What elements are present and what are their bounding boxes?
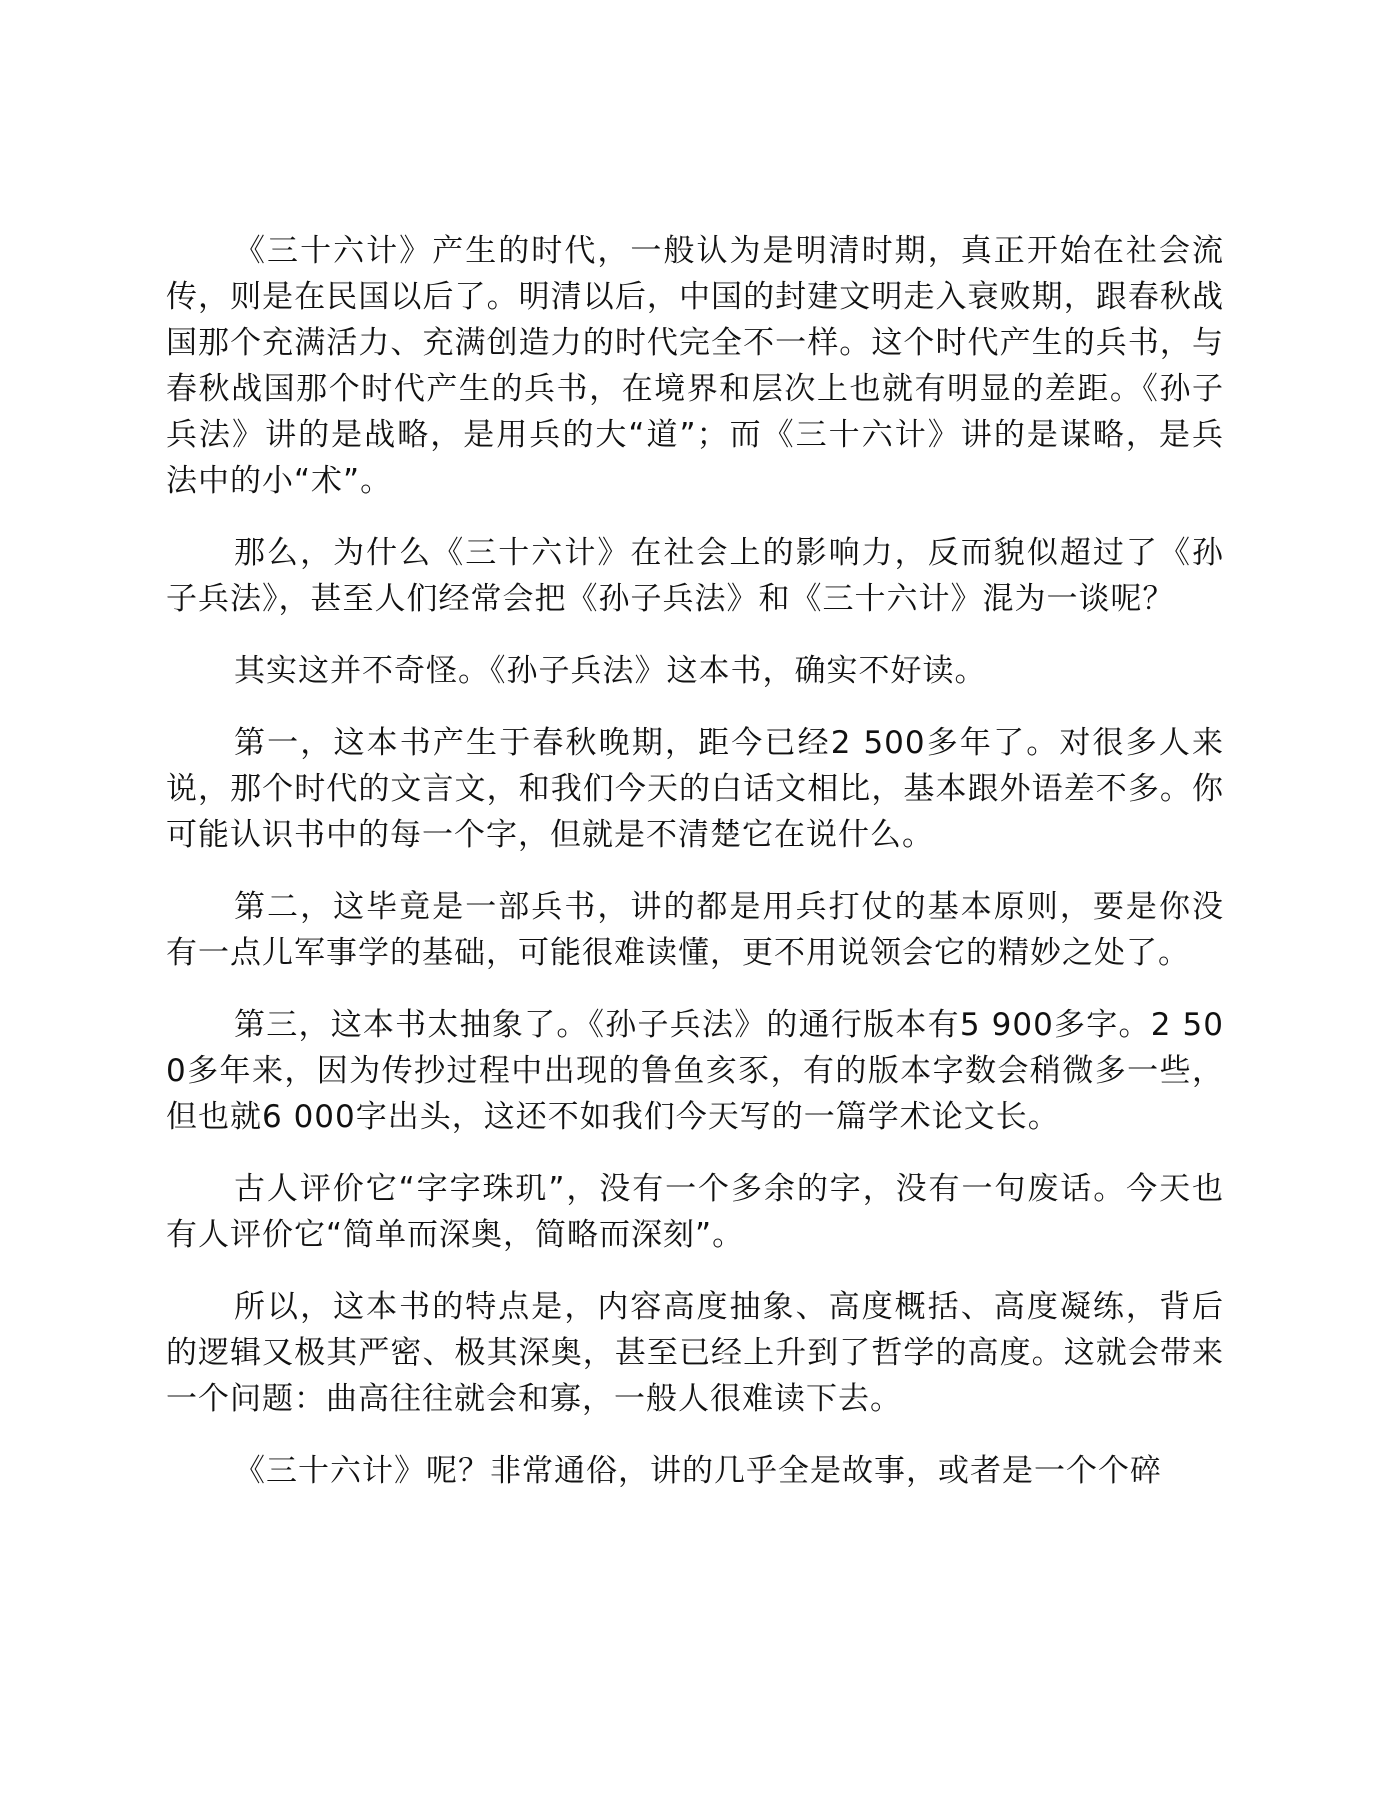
paragraph: 古人评价它“字字珠玑”，没有一个多余的字，没有一句废话。今天也有人评价它“简单而深奥，简略而深刻”。 (166, 1171, 1224, 1253)
body-text (166, 228, 1224, 1520)
paragraph: 其实这并不奇怪。《孙子兵法》这本书，确实不好读。 (234, 653, 987, 689)
paragraph: 第二，这毕竟是一部兵书，讲的都是用兵打仗的基本原则，要是你没有一点儿军事学的基础，可能很难读懂，更不用说领会它的精妙之处了。 (166, 889, 1224, 971)
paragraph: 所以，这本书的特点是，内容高度抽象、高度概括、高度凝练，背后的逻辑又极其严密、极其深奥，甚至已经上升到了哲学的高度。这就会带来一个问题：曲高往往就会和寡，一般人很难读下去。 (166, 1289, 1224, 1417)
paragraph: 那么，为什么《三十六计》在社会上的影响力，反而貌似超过了《孙子兵法》，甚至人们经常会把《孙子兵法》和《三十六计》混为一谈呢？ (166, 535, 1224, 617)
paragraph: 《三十六计》呢？非常通俗，讲的几乎全是故事，或者是一个个碎 (234, 1453, 1162, 1489)
paragraph: 《三十六计》产生的时代，一般认为是明清时期，真正开始在社会流传，则是在民国以后了。明清以后，中国的封建文明走入衰败期，跟春秋战国那个充满活力、充满创造力的时代完全不一样。这个时代产生的兵书，与春秋战国那个时代产生的兵书，在境界和层次上也就有明显的差距。《孙子兵法》讲的是战略，是用兵的大“道”；而《三十六计》讲的是谋略，是兵法中的小“术”。 (166, 233, 1224, 499)
paragraph: 第一，这本书产生于春秋晚期，距今已经2 500多年了。对很多人来说，那个时代的文言文，和我们今天的白话文相比，基本跟外语差不多。你可能认识书中的每一个字，但就是不清楚它在说什么。 (166, 725, 1224, 853)
paragraph: 第三，这本书太抽象了。《孙子兵法》的通行版本有5 900多字。2 500多年来，因为传抄过程中出现的鲁鱼亥豕，有的版本字数会稍微多一些，但也就6 000字出头，这还不如我们今天写的一篇学术论文长。 (166, 1007, 1224, 1135)
